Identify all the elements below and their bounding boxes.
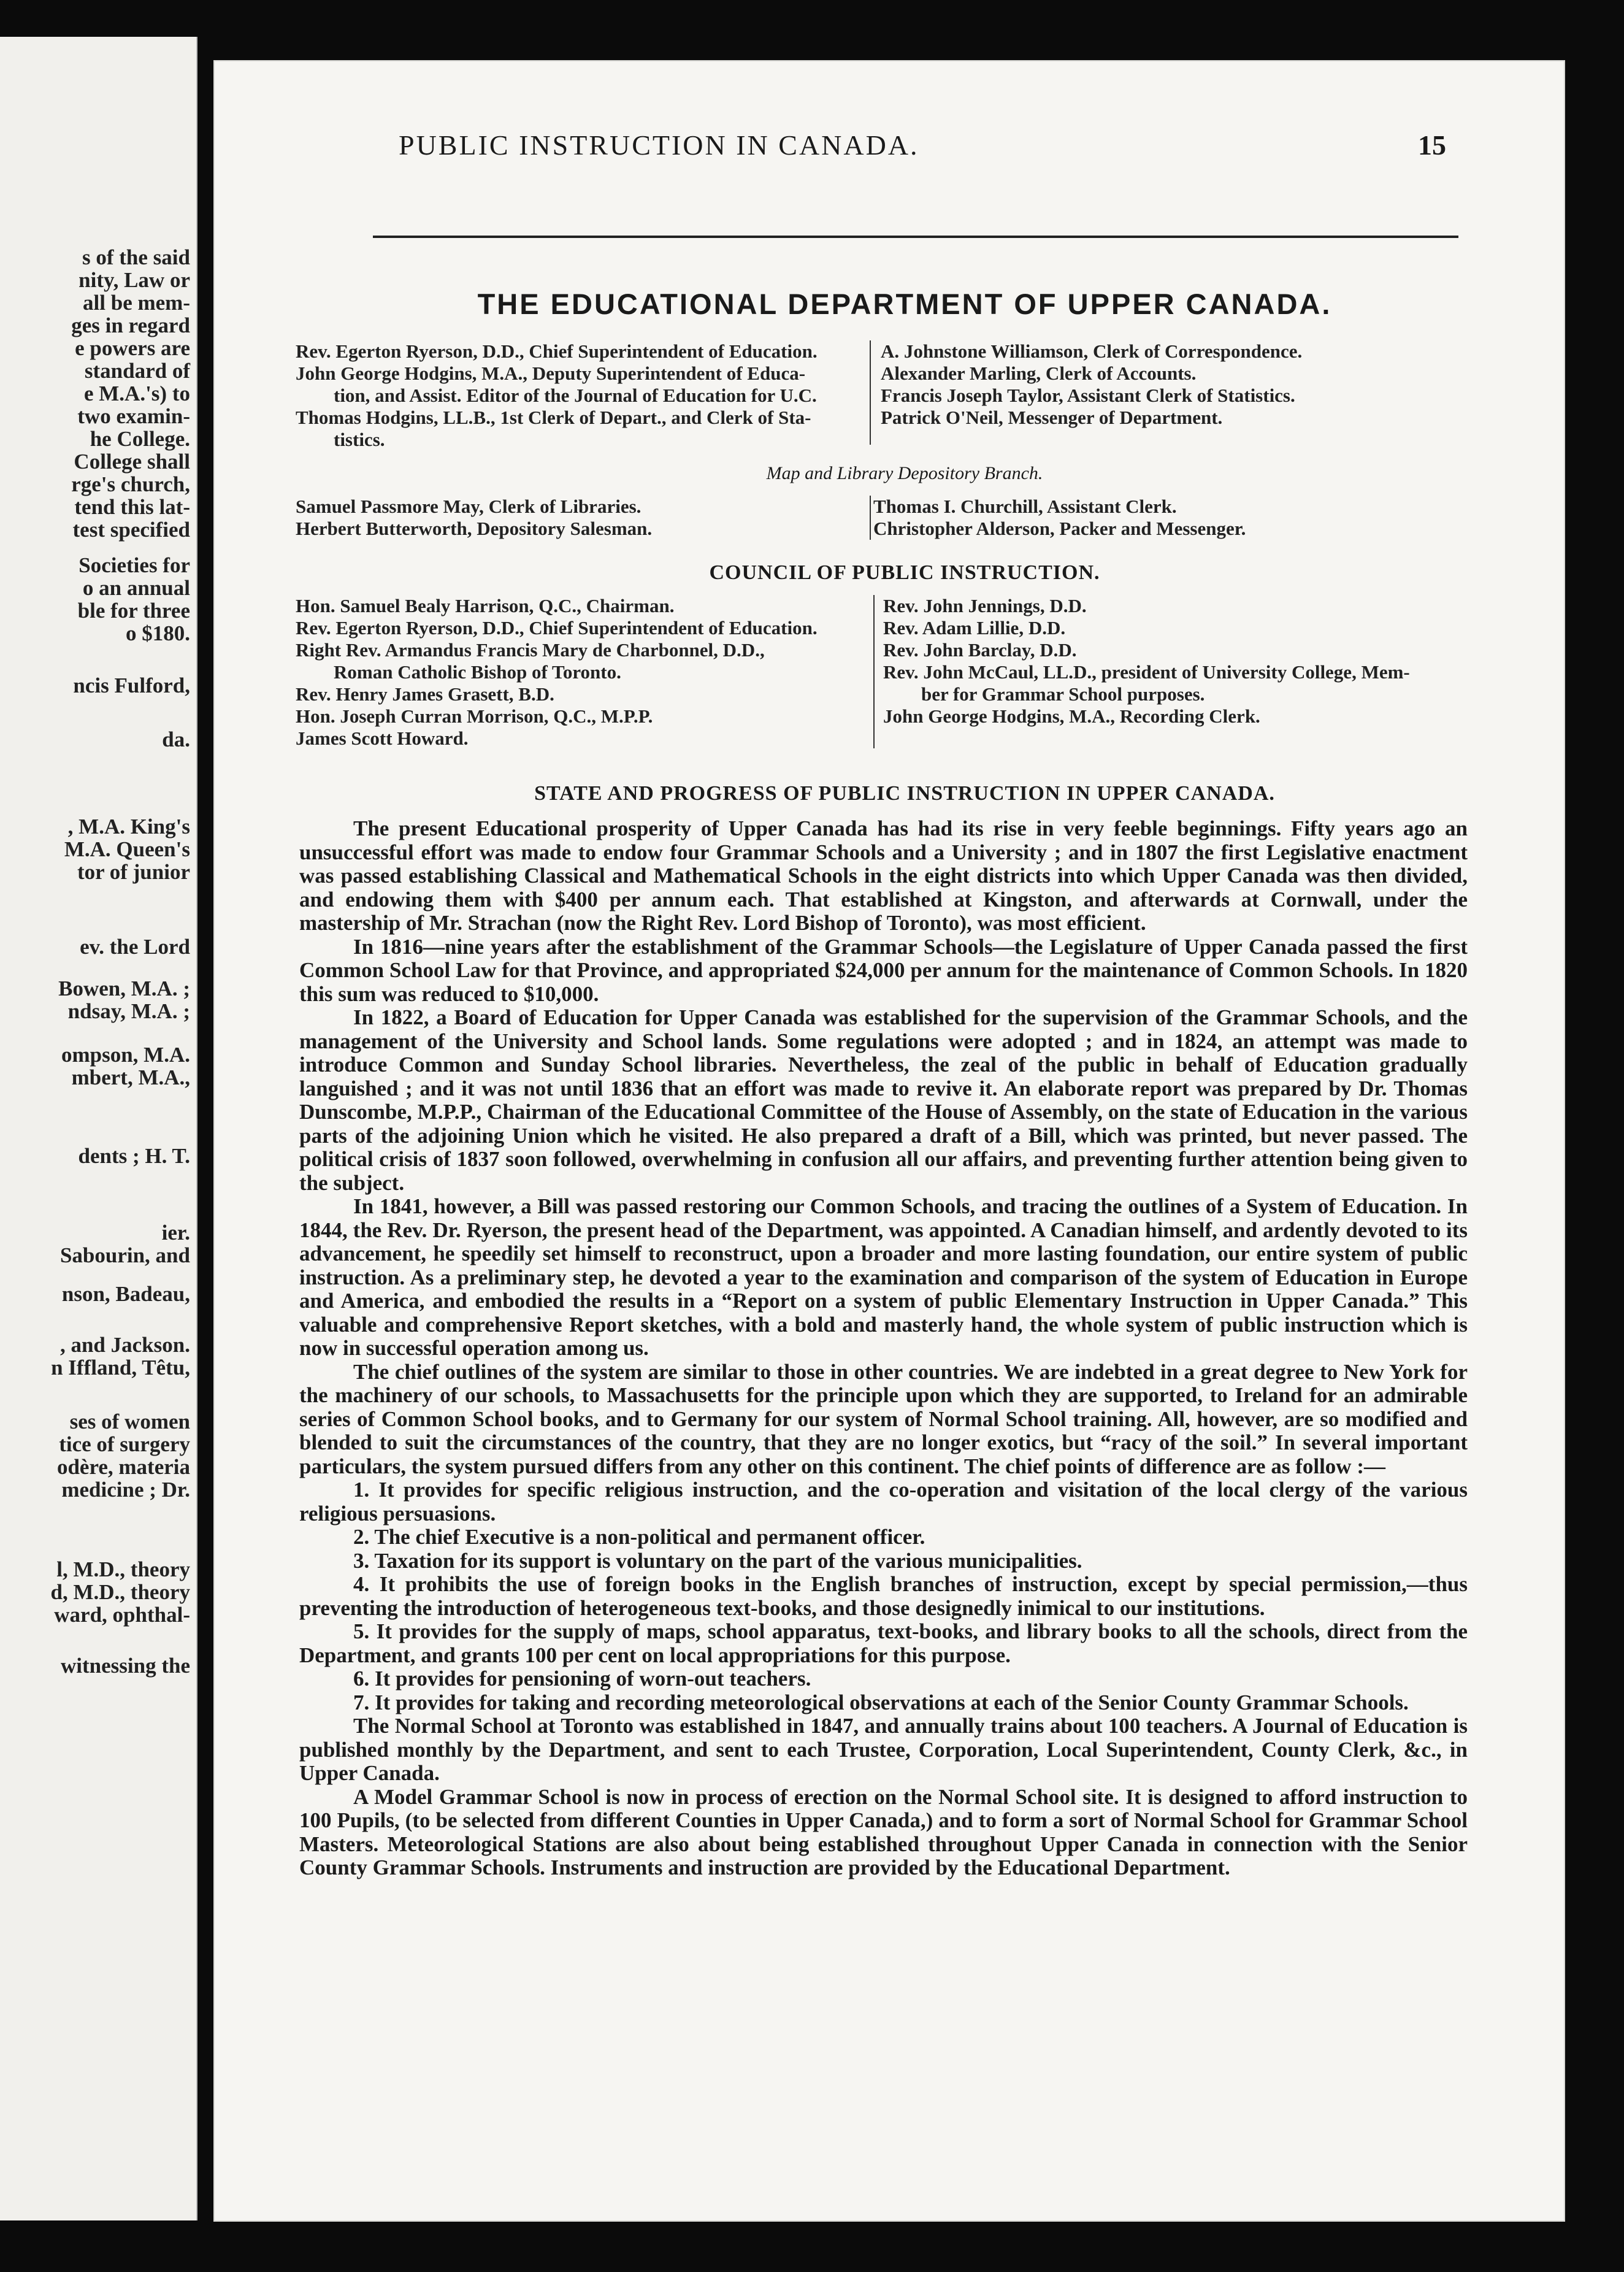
council-member: Hon. Samuel Bealy Harrison, Q.C., Chairman. xyxy=(296,595,675,616)
council-member: Rev. John Jennings, D.D. xyxy=(883,595,1087,616)
left-page-text-fragment: ndsay, M.A. ; xyxy=(67,999,190,1023)
council-member: Rev. Henry James Grasett, B.D. xyxy=(296,683,554,705)
council-member: Roman Catholic Bishop of Toronto. xyxy=(334,661,621,683)
left-page-text-fragment: M.A. Queen's xyxy=(64,837,190,861)
council-left-column xyxy=(296,595,818,750)
left-page-text-fragment: o an annual xyxy=(82,576,190,600)
left-page-text-fragment: Societies for xyxy=(79,553,190,577)
list-item: 7. It provides for taking and recording meteorological observations at each of the Senior County Grammar Schools. xyxy=(353,1690,1409,1714)
officer-line: A. Johnstone Williamson, Clerk of Correspondence. xyxy=(881,340,1303,362)
council-member: Rev. Adam Lillie, D.D. xyxy=(883,617,1066,639)
officer-line: Samuel Passmore May, Clerk of Libraries. xyxy=(296,496,642,517)
left-page-text-fragment: da. xyxy=(162,727,190,751)
list-item: 2. The chief Executive is a non-political and permanent officer. xyxy=(353,1525,925,1549)
paragraph: In 1822, a Board of Education for Upper Canada was established for the supervision of the Grammar Schools, and the management of the University and School lands. Some regulations were adopted ; and in 1824, an attempt was made to introduce Common and Sunday School libraries. Nevertheless, the zeal of the public in behalf of Education gradually languished ; and it was not until 1836 that an effort was made to revive it. An elaborate report was prepared by Dr. Thomas Dunscombe, M.P.P., Chairman of the Educational Committee of the House of Assembly, on the state of Education in the various parts of the adjoining Union which he visited. He also prepared a draft of a Bill, which was printed, but never passed. The political crisis of 1837 soon followed, overwhelming in confusion all our affairs, and preventing further attention being given to the subject. xyxy=(299,1005,1468,1195)
officer-line: Francis Joseph Taylor, Assistant Clerk of Statistics. xyxy=(881,385,1295,406)
left-page-text-fragment: ev. the Lord xyxy=(80,935,190,959)
paragraph: In 1816—nine years after the establishment of the Grammar Schools—the Legislature of Upper Canada passed the first Common School Law for that Province, and appropriated $24,000 per annum for the maintenance of Common Schools. In 1820 this sum was reduced to $10,000. xyxy=(299,934,1468,1006)
council-member: Hon. Joseph Curran Morrison, Q.C., M.P.P. xyxy=(296,705,653,727)
council-member: Rev. Egerton Ryerson, D.D., Chief Superintendent of Education. xyxy=(296,617,818,639)
officer-line: tion, and Assist. Editor of the Journal of Education for U.C. xyxy=(334,385,817,406)
left-page-text-fragment: medicine ; Dr. xyxy=(61,1478,190,1502)
paragraph: A Model Grammar School is now in process of erection on the Normal School site. It is designed to afford instruction to 100 Pupils, (to be selected from different Counties in Upper Canada,) and to form a sort of Normal School for Grammar School Masters. Meteorological Stations are also about being established throughout Upper Canada in connection with the Senior County Grammar Schools. Instruments and instruction are provided by the Educational Department. xyxy=(299,1784,1468,1879)
column-divider xyxy=(870,496,871,540)
running-title: PUBLIC INSTRUCTION IN CANADA. xyxy=(399,129,919,161)
officer-line: Thomas Hodgins, LL.B., 1st Clerk of Depart., and Clerk of Sta- xyxy=(296,407,811,428)
left-page-text-fragment: nson, Badeau, xyxy=(61,1282,190,1306)
left-page-text-fragment: Bowen, M.A. ; xyxy=(58,977,190,1000)
left-page-text-fragment: College shall xyxy=(74,450,190,474)
left-page-text-fragment: tor of junior xyxy=(77,860,190,884)
left-page-text-fragment: ier. xyxy=(161,1221,190,1245)
left-page-text-fragment: ses of women xyxy=(69,1410,190,1433)
left-page-text-fragment: ble for three xyxy=(77,599,190,623)
left-page-text-fragment: o $180. xyxy=(126,621,190,645)
paragraph: The chief outlines of the system are similar to those in other countries. We are indebted in a great degree to New York for the machinery of our schools, to Massachusetts for the principle upon which they are supported, to Ireland for an admirable series of Common School books, and to Germany for our system of Normal School training. All, however, are so modified and blended to suit the circumstances of the country, that they are no longer exotics, but “racy of the soil.” In several important particulars, the system pursued differs from any other on this continent. The chief points of difference are as follow :— xyxy=(299,1359,1468,1478)
page-number: 15 xyxy=(1418,129,1446,161)
officer-line: John George Hodgins, M.A., Deputy Superintendent of Educa- xyxy=(296,363,806,384)
left-page-text-fragment: standard of xyxy=(84,359,190,383)
left-page-text-fragment: , M.A. King's xyxy=(67,815,190,839)
council-member: ber for Grammar School purposes. xyxy=(921,683,1205,705)
left-page-text-fragment: ompson, M.A. xyxy=(61,1043,190,1067)
left-page-text-fragment: mbert, M.A., xyxy=(71,1065,190,1089)
officer-line: Herbert Butterworth, Depository Salesman. xyxy=(296,518,653,539)
left-page-text-fragment: rge's church, xyxy=(71,472,190,496)
branch-left-column xyxy=(296,496,652,540)
officer-line: tistics. xyxy=(334,429,385,450)
column-divider xyxy=(873,595,875,748)
left-page-text-fragment: test specified xyxy=(72,518,190,542)
left-page-text-fragment: ncis Fulford, xyxy=(73,674,190,697)
council-right-column xyxy=(883,595,1410,727)
left-page-text-fragment: Sabourin, and xyxy=(59,1243,190,1267)
left-page-text-fragment: all be mem- xyxy=(83,291,190,315)
state-title: STATE AND PROGRESS OF PUBLIC INSTRUCTION IN UPPER CANADA. xyxy=(534,782,1275,805)
left-page-text-fragment: he College. xyxy=(90,427,190,451)
article-body xyxy=(299,817,1468,1880)
left-page-text-fragment: odère, materia xyxy=(56,1455,190,1479)
council-title: COUNCIL OF PUBLIC INSTRUCTION. xyxy=(709,561,1100,584)
column-divider xyxy=(870,340,871,445)
left-page-text-fragment: l, M.D., theory xyxy=(56,1557,190,1581)
left-page-text-fragment: , and Jackson. xyxy=(59,1333,190,1357)
left-page-text-fragment: e M.A.'s) to xyxy=(83,382,190,405)
council-member: Right Rev. Armandus Francis Mary de Charbonnel, D.D., xyxy=(296,639,765,661)
officer-line: Rev. Egerton Ryerson, D.D., Chief Superintendent of Education. xyxy=(296,340,818,362)
council-member: Rev. John Barclay, D.D. xyxy=(883,639,1077,661)
council-member: John George Hodgins, M.A., Recording Clerk. xyxy=(883,705,1260,727)
left-page-text-fragment: dents ; H. T. xyxy=(78,1144,190,1168)
left-page-text-fragment: n Iffland, Têtu, xyxy=(51,1356,190,1380)
officer-line: Alexander Marling, Clerk of Accounts. xyxy=(881,363,1197,384)
left-page-text-fragment: ges in regard xyxy=(71,313,190,337)
paragraph: In 1841, however, a Bill was passed restoring our Common Schools, and tracing the outlines of a System of Education. In 1844, the Rev. Dr. Ryerson, the present head of the Department, was appointed. A Canadian himself, and ardently devoted to its advancement, he speedily set himself to reconstruct, upon a broader and more lasting foundation, our entire system of public instruction. As a preliminary step, he devoted a year to the examination and comparison of the system of Education in Europe and America, and embodied the results in a “Report on a system of public Elementary Instruction in Upper Canada.” This valuable and comprehensive Report sketches, with a bold and masterly hand, the whole system of public instruction which is now in successful operation among us. xyxy=(299,1194,1468,1360)
left-page-text-fragment: nity, Law or xyxy=(79,268,190,292)
council-member: Rev. John McCaul, LL.D., president of University College, Mem- xyxy=(883,661,1410,683)
list-item: 3. Taxation for its support is voluntary on the part of the various municipalities. xyxy=(353,1548,1082,1573)
left-page-text-fragment: ward, ophthal- xyxy=(54,1603,190,1627)
left-page-text-fragment: tend this lat- xyxy=(74,495,190,519)
left-page-text-fragment: two examin- xyxy=(77,404,190,428)
department-right-column xyxy=(881,340,1302,429)
department-left-column xyxy=(296,340,818,451)
list-item: 4. It prohibits the use of foreign books in the English branches of instruction, except by special permission,—thus preventing the introduction of heterogeneous text-books, and those designedly inimical to our institutions. xyxy=(299,1572,1468,1620)
branch-title: Map and Library Depository Branch. xyxy=(766,463,1043,483)
department-title: THE EDUCATIONAL DEPARTMENT OF UPPER CANADA. xyxy=(477,288,1332,320)
list-item: 6. It provides for pensioning of worn-out teachers. xyxy=(353,1667,811,1691)
left-page-text-fragment: d, M.D., theory xyxy=(50,1580,190,1604)
officer-line: Patrick O'Neil, Messenger of Department. xyxy=(881,407,1223,428)
officer-line: Christopher Alderson, Packer and Messenger. xyxy=(873,518,1246,539)
left-page-text-fragment: tice of surgery xyxy=(59,1432,190,1456)
list-item: 5. It provides for the supply of maps, school apparatus, text-books, and library books to all the schools, direct from the Department, and grants 100 per cent on local appropriations for this purpose. xyxy=(299,1619,1468,1667)
officer-line: Thomas I. Churchill, Assistant Clerk. xyxy=(873,496,1177,517)
header-rule xyxy=(373,236,1458,238)
left-page-text-fragment: witnessing the xyxy=(61,1654,190,1678)
paragraph: The Normal School at Toronto was established in 1847, and annually trains about 100 teachers. A Journal of Education is published monthly by the Department, and sent to each Trustee, Corporation, Local Superintendent, County Clerk, &c., in Upper Canada. xyxy=(299,1714,1468,1785)
left-page-text-fragment: s of the said xyxy=(82,245,190,269)
left-page-text-fragment: e powers are xyxy=(75,336,190,360)
council-member: James Scott Howard. xyxy=(296,727,469,749)
left-page-fragment xyxy=(0,37,197,2220)
branch-right-column xyxy=(873,496,1246,540)
list-item: 1. It provides for specific religious instruction, and the co-operation and visitation of the local clergy of the various religious persuasions. xyxy=(299,1478,1468,1526)
paragraph: The present Educational prosperity of Upper Canada has had its rise in very feeble beginnings. Fifty years ago an unsuccessful effort was made to endow four Grammar Schools and a University ; and in 1807 the first Legislative enactment was passed establishing Classical and Mathematical Schools in the eight districts into which Upper Canada was then divided, and endowing them with $400 per annum each. That established at Kingston, and afterwards at Cornwall, under the mastership of Mr. Strachan (now the Right Rev. Lord Bishop of Toronto), was most efficient. xyxy=(299,816,1468,935)
